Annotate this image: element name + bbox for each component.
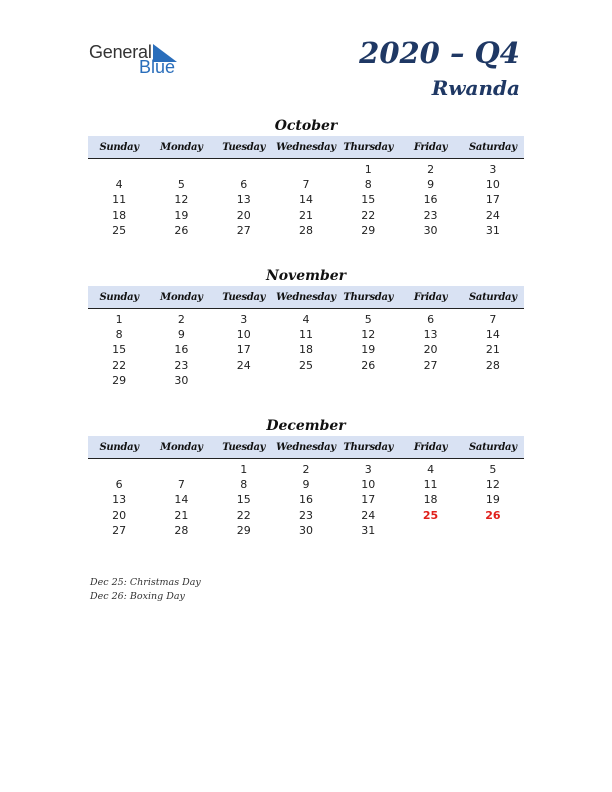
day-cell: 5 — [177, 178, 185, 192]
day-cell: 20 — [423, 343, 438, 357]
month-title: December — [266, 418, 346, 434]
day-cell: 14 — [485, 328, 500, 342]
day-cell: 22 — [112, 358, 127, 372]
day-cell: 10 — [485, 178, 500, 192]
country-name: Rwanda — [431, 76, 520, 100]
day-cell: 23 — [298, 508, 313, 522]
weekday-label: Sunday — [99, 441, 139, 453]
holiday-day-cell: 25 — [422, 508, 439, 522]
day-cell: 10 — [236, 328, 251, 342]
holiday-notes — [90, 576, 201, 604]
weekday-label: Friday — [413, 291, 448, 303]
day-cell: 11 — [112, 193, 127, 207]
day-cell: 25 — [112, 223, 127, 237]
day-cell: 23 — [423, 208, 438, 222]
day-cell: 8 — [240, 478, 248, 492]
weekday-label: Wednesday — [276, 291, 336, 303]
weekday-label: Tuesday — [222, 141, 266, 153]
month-october — [88, 116, 524, 238]
days-grid — [88, 462, 524, 538]
day-cell: 28 — [298, 223, 313, 237]
day-cell: 1 — [240, 463, 248, 476]
day-cell — [337, 373, 399, 388]
day-cell: 16 — [174, 343, 189, 357]
day-cell: 3 — [364, 463, 372, 476]
day-cell: 18 — [298, 343, 313, 357]
weekday-header — [88, 436, 524, 459]
day-cell: 2 — [302, 463, 310, 476]
day-cell: 27 — [112, 523, 127, 537]
month-title: November — [265, 268, 347, 284]
weekday-label: Thursday — [343, 441, 394, 453]
day-cell: 3 — [240, 313, 248, 326]
day-cell: 15 — [361, 193, 376, 207]
day-cell: 30 — [423, 223, 438, 237]
day-cell: 30 — [174, 373, 189, 387]
weekday-label: Wednesday — [276, 441, 336, 453]
month-title: October — [274, 118, 338, 134]
day-cell: 7 — [177, 478, 185, 492]
month-november — [88, 266, 524, 388]
generalblue-logo — [89, 40, 189, 80]
day-cell: 3 — [489, 163, 497, 176]
day-cell: 6 — [115, 478, 123, 492]
day-cell: 8 — [364, 178, 372, 192]
weekday-label: Saturday — [468, 441, 517, 453]
day-cell: 18 — [112, 208, 127, 222]
day-cell: 11 — [423, 478, 438, 492]
day-cell: 1 — [115, 313, 123, 326]
day-cell: 12 — [174, 193, 189, 207]
day-cell: 17 — [236, 343, 251, 357]
day-cell: 8 — [115, 328, 123, 342]
day-cell: 19 — [485, 493, 500, 507]
weekday-label: Monday — [160, 441, 203, 453]
day-cell: 5 — [364, 313, 372, 326]
day-cell — [462, 373, 524, 388]
day-cell: 17 — [485, 193, 500, 207]
holiday-note: Dec 25: Christmas Day — [90, 577, 201, 588]
day-cell — [150, 462, 212, 477]
logo-text-general: General — [89, 42, 152, 62]
weekday-label: Thursday — [343, 141, 394, 153]
day-cell: 24 — [236, 358, 251, 372]
day-cell: 2 — [427, 163, 435, 176]
day-cell: 11 — [298, 328, 313, 342]
day-cell: 6 — [427, 313, 435, 326]
day-cell: 29 — [112, 373, 127, 387]
weekday-label: Monday — [160, 291, 203, 303]
day-cell: 30 — [298, 523, 313, 537]
weekday-label: Wednesday — [276, 141, 336, 153]
day-cell — [213, 373, 275, 388]
weekday-header — [88, 286, 524, 309]
day-cell: 7 — [489, 313, 497, 326]
day-cell: 26 — [361, 358, 376, 372]
day-cell: 28 — [174, 523, 189, 537]
day-cell: 16 — [423, 193, 438, 207]
days-grid — [88, 312, 524, 388]
day-cell — [150, 162, 212, 177]
day-cell — [399, 523, 461, 538]
day-cell: 13 — [236, 193, 251, 207]
day-cell: 13 — [423, 328, 438, 342]
day-cell: 19 — [174, 208, 189, 222]
day-cell: 23 — [174, 358, 189, 372]
day-cell: 29 — [361, 223, 376, 237]
day-cell: 17 — [361, 493, 376, 507]
weekday-label: Thursday — [343, 291, 394, 303]
day-cell: 4 — [302, 313, 310, 326]
day-cell: 7 — [302, 178, 310, 192]
day-cell: 31 — [485, 223, 500, 237]
day-cell: 25 — [298, 358, 313, 372]
day-cell: 18 — [423, 493, 438, 507]
weekday-label: Saturday — [468, 291, 517, 303]
day-cell — [88, 462, 150, 477]
day-cell: 12 — [485, 478, 500, 492]
weekday-label: Sunday — [99, 141, 139, 153]
day-cell: 21 — [298, 208, 313, 222]
day-cell: 26 — [174, 223, 189, 237]
holiday-note: Dec 26: Boxing Day — [90, 591, 185, 602]
day-cell — [88, 162, 150, 177]
weekday-label: Friday — [413, 441, 448, 453]
day-cell: 21 — [174, 508, 189, 522]
page-title: 2020 – Q4 — [359, 36, 520, 70]
day-cell: 13 — [112, 493, 127, 507]
weekday-label: Friday — [413, 141, 448, 153]
day-cell: 19 — [361, 343, 376, 357]
day-cell: 10 — [361, 478, 376, 492]
day-cell — [275, 373, 337, 388]
logo-text-blue: Blue — [139, 57, 176, 77]
day-cell: 4 — [115, 178, 123, 192]
day-cell: 4 — [427, 463, 435, 476]
day-cell — [399, 373, 461, 388]
day-cell: 28 — [485, 358, 500, 372]
days-grid — [88, 162, 524, 238]
day-cell: 9 — [177, 328, 185, 342]
day-cell: 27 — [236, 223, 251, 237]
day-cell: 16 — [298, 493, 313, 507]
day-cell: 22 — [236, 508, 251, 522]
day-cell: 24 — [485, 208, 500, 222]
day-cell: 2 — [177, 313, 185, 326]
day-cell — [213, 162, 275, 177]
day-cell: 15 — [112, 343, 127, 357]
day-cell: 20 — [112, 508, 127, 522]
day-cell: 15 — [236, 493, 251, 507]
weekday-label: Tuesday — [222, 291, 266, 303]
weekday-label: Sunday — [99, 291, 139, 303]
day-cell: 21 — [485, 343, 500, 357]
day-cell: 20 — [236, 208, 251, 222]
weekday-label: Tuesday — [222, 441, 266, 453]
day-cell — [275, 162, 337, 177]
day-cell: 6 — [240, 178, 248, 192]
weekday-header — [88, 136, 524, 159]
day-cell: 24 — [361, 508, 376, 522]
day-cell: 29 — [236, 523, 251, 537]
month-december — [88, 416, 524, 538]
holiday-day-cell: 26 — [485, 508, 501, 522]
day-cell — [462, 523, 524, 538]
day-cell: 12 — [361, 328, 376, 342]
day-cell: 1 — [364, 163, 372, 176]
day-cell: 27 — [423, 358, 438, 372]
day-cell: 9 — [427, 178, 435, 192]
day-cell: 31 — [361, 523, 376, 537]
weekday-label: Monday — [160, 141, 203, 153]
day-cell: 14 — [174, 493, 189, 507]
day-cell: 22 — [361, 208, 376, 222]
day-cell: 9 — [302, 478, 310, 492]
weekday-label: Saturday — [468, 141, 517, 153]
day-cell: 5 — [489, 463, 497, 476]
day-cell: 14 — [298, 193, 313, 207]
